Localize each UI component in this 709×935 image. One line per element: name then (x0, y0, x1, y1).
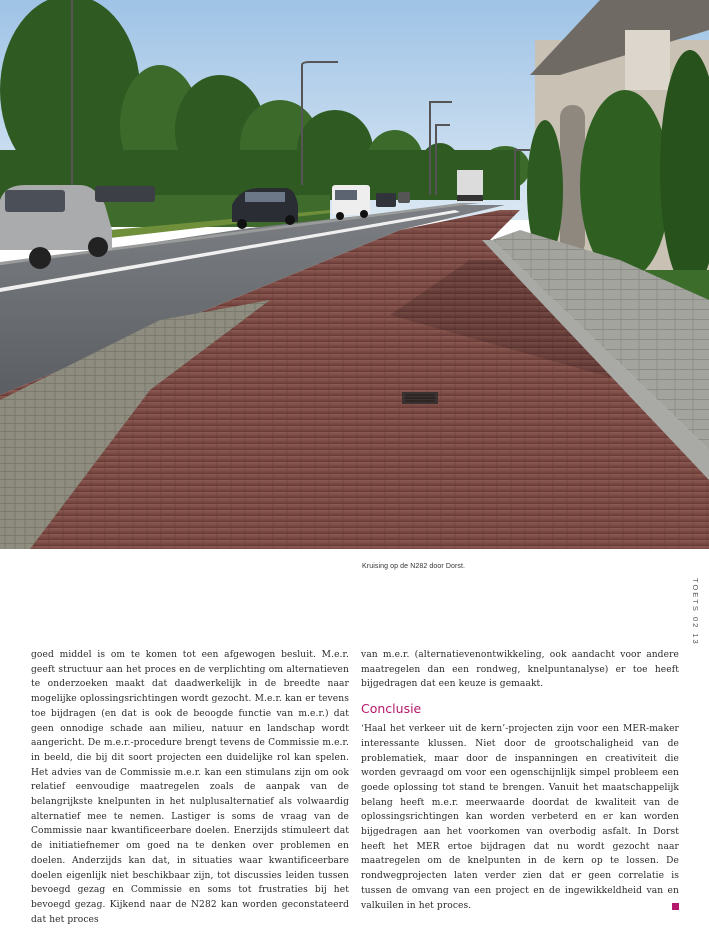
section-heading: Conclusie (361, 701, 422, 717)
body-paragraph: goed middel is om te komen tot een afgewogen besluit. M.e.r. geeft structuur aan het proces en de verplichting om alternatieven te onderzoeken maakt dat daadwerkelijk in de breedte naar mogelijke oplossingsrichtingen wordt gezocht. M.e.r. kan er tevens toe bijdragen (en dat is ook de beoogde functie van m.e.r.) dat geen onnodige schade aan milieu, natuur en landschap wordt aangericht. De m.e.r.-procedure brengt tevens de Commissie m.e.r. in beeld, die bij dit soort projecten een duidelijke rol kan spelen. Het advies van de Commissie m.e.r. kan een stimulans zijn om ook relatief eenvoudige maatregelen zoals de aanpak van de belangrijkste knelpunten in het nulplusalternatief als volwaardig alternatief mee te nemen. Lastiger is soms de vraag van de Commissie naar kwantificeerbare doelen. Enerzijds stimuleert dat de initiatiefnemer om goed na te denken over problemen en doelen. Anderzijds kan dat, in situaties waar kwantificeerbare doelen eigenlijk niet beschikbaar zijn, tot discussies leiden tussen bevoegd gezag en Commissie en soms tot frustraties bij het bevoegd gezag. Kijkend naar de N282 kan worden geconstateerd dat het proces (31, 650, 349, 925)
body-paragraph-continued: van m.e.r. (alternatievenontwikkeling, ook aandacht voor andere maatregelen dan een rondweg, knelpuntanalyse) er toe heeft bijgedragen dat een keuze is gemaakt. (361, 650, 679, 690)
article-column-left (31, 648, 349, 927)
truck (457, 170, 483, 202)
running-head: TOETS 02 13 (691, 578, 700, 646)
conclusion-text: ‘Haal het verkeer uit de kern’-projecten zijn voor een MER-maker interessante klussen. Niet door de grootschaligheid van de problematiek, maar door de inspanningen en creativiteit die worden gevraagd om voor een ogenschijnlijk simpel probleem een goede oplossing tot stand te brengen. Vanuit het maatschappelijk belang heeft m.e.r. meerwaarde doordat de kwaliteit van de oplossingsrichtingen kan worden verbeterd en er kan worden bijgedragen aan het voorkomen van overbodig asfalt. In Dorst heeft het MER ertoe bijdragen dat nu wordt gezocht naar maatregelen om de knelpunten in de kern op te lossen. De rondwegprojecten laten verder zien dat er geen correlatie is tussen de omvang van een project en de ingewikkeldheid van en valkuilen in het proces. (361, 724, 679, 911)
van-white (332, 185, 370, 220)
conclusion-paragraph (361, 722, 679, 913)
end-mark-icon (672, 903, 679, 910)
photo-caption: Kruising op de N282 door Dorst. (362, 563, 466, 570)
article-column-right (361, 648, 679, 913)
